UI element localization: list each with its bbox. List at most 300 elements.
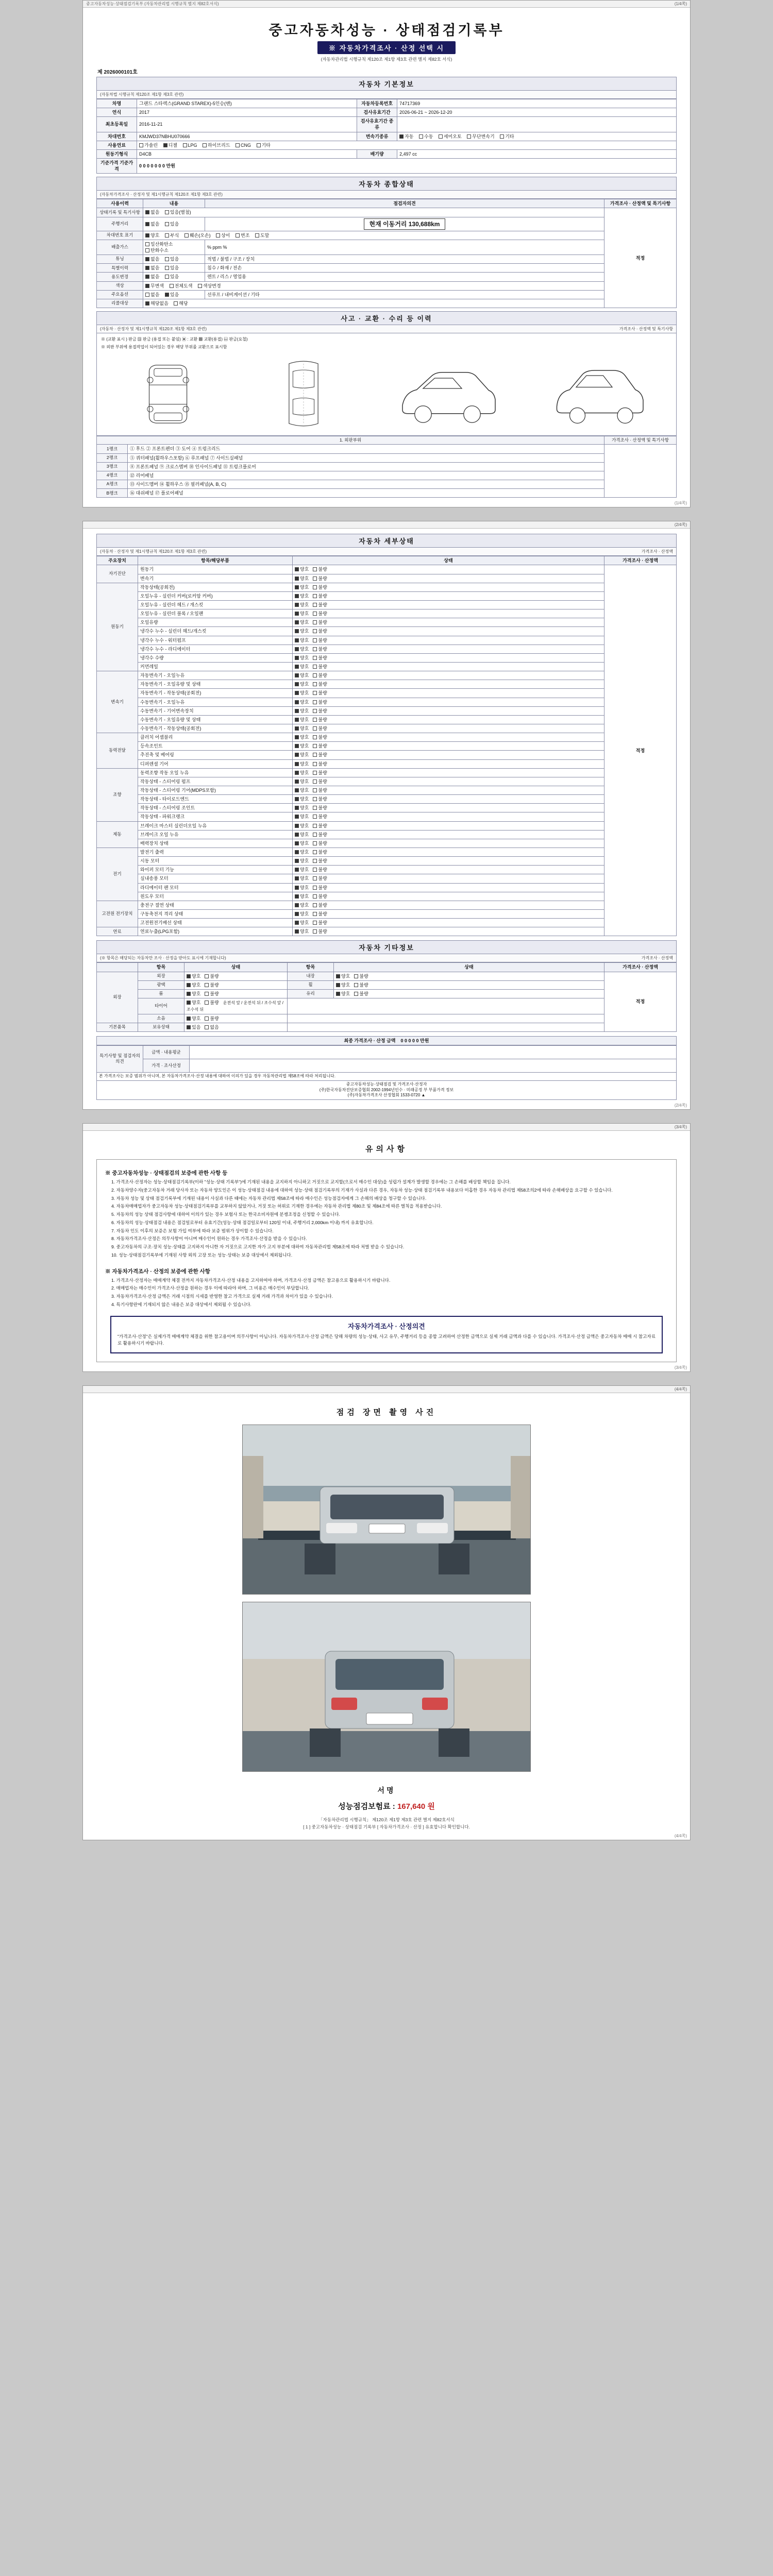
- checkbox-icon[interactable]: [295, 709, 299, 713]
- overall-option[interactable]: [165, 292, 179, 298]
- basic-label-3: 차대번호: [97, 132, 137, 141]
- detail-option[interactable]: [295, 911, 309, 917]
- checkbox-icon[interactable]: [145, 266, 149, 270]
- detail-option[interactable]: [295, 849, 309, 855]
- checkbox-icon[interactable]: [198, 284, 202, 288]
- checkbox-icon[interactable]: [203, 143, 207, 147]
- overall-option[interactable]: [145, 221, 159, 227]
- transmission-option[interactable]: 자동: [399, 133, 413, 140]
- checkbox-icon[interactable]: [313, 806, 317, 810]
- transmission-option[interactable]: 세미오토: [439, 133, 462, 140]
- detail-option[interactable]: [295, 619, 309, 625]
- detail-option[interactable]: [313, 928, 327, 935]
- checkbox-icon[interactable]: [295, 762, 299, 766]
- checkbox-icon[interactable]: [165, 293, 169, 297]
- detail-option[interactable]: [295, 743, 309, 749]
- detail-option[interactable]: [313, 566, 327, 572]
- detail-option[interactable]: [295, 832, 309, 838]
- checkbox-icon[interactable]: [313, 886, 317, 890]
- checkbox-icon[interactable]: [205, 974, 209, 978]
- checkbox-icon[interactable]: [313, 788, 317, 792]
- detail-option[interactable]: [313, 796, 327, 802]
- checkbox-icon[interactable]: [313, 894, 317, 899]
- checkbox-icon[interactable]: [205, 1025, 209, 1029]
- inspection-photo-rear[interactable]: [242, 1602, 531, 1772]
- checkbox-icon[interactable]: [187, 1016, 191, 1021]
- checkbox-icon[interactable]: [145, 233, 149, 238]
- checkbox-icon[interactable]: [313, 735, 317, 739]
- detail-item-options: [293, 751, 604, 759]
- checkbox-icon[interactable]: [313, 656, 317, 660]
- overall-option[interactable]: [165, 265, 179, 271]
- overall-option[interactable]: [174, 300, 188, 307]
- checkbox-icon[interactable]: [187, 983, 191, 987]
- checkbox-icon[interactable]: [313, 585, 317, 589]
- detail-option[interactable]: [313, 770, 327, 776]
- other-option[interactable]: [187, 982, 200, 988]
- detail-option[interactable]: [295, 655, 309, 661]
- checkbox-icon[interactable]: [295, 771, 299, 775]
- checkbox-icon[interactable]: [354, 974, 358, 978]
- detail-option[interactable]: [295, 584, 309, 590]
- checkbox-icon[interactable]: [295, 850, 299, 854]
- checkbox-icon[interactable]: [336, 992, 340, 996]
- detail-option[interactable]: [313, 805, 327, 811]
- detail-option[interactable]: [295, 761, 309, 767]
- detail-option[interactable]: [295, 672, 309, 679]
- checkbox-icon[interactable]: [295, 824, 299, 828]
- detail-option[interactable]: [313, 628, 327, 634]
- overall-option[interactable]: [145, 292, 159, 298]
- checkbox-icon[interactable]: [295, 815, 299, 819]
- transmission-option[interactable]: 기타: [500, 133, 514, 140]
- detail-option[interactable]: [295, 805, 309, 811]
- detail-option[interactable]: [295, 708, 309, 714]
- detail-option[interactable]: [295, 717, 309, 723]
- other-option[interactable]: [187, 999, 200, 1006]
- detail-option[interactable]: [313, 867, 327, 873]
- detail-option[interactable]: [313, 602, 327, 608]
- overall-option[interactable]: [184, 232, 211, 239]
- detail-option[interactable]: [295, 681, 309, 687]
- overall-option[interactable]: [145, 265, 159, 271]
- detail-option[interactable]: [313, 690, 327, 696]
- detail-option[interactable]: [295, 778, 309, 785]
- checkbox-icon[interactable]: [145, 301, 149, 306]
- checkbox-icon[interactable]: [295, 585, 299, 589]
- option-label: 양호: [300, 867, 309, 873]
- checkbox-icon[interactable]: [313, 594, 317, 598]
- detail-option[interactable]: [295, 602, 309, 608]
- checkbox-icon[interactable]: [145, 210, 149, 214]
- checkbox-icon[interactable]: [295, 577, 299, 581]
- checkbox-icon[interactable]: [295, 894, 299, 899]
- detail-option[interactable]: [295, 690, 309, 696]
- checkbox-icon[interactable]: [419, 134, 423, 139]
- overall-option[interactable]: [165, 256, 179, 262]
- checkbox-icon[interactable]: [313, 815, 317, 819]
- detail-option[interactable]: [295, 902, 309, 908]
- checkbox-icon[interactable]: [295, 612, 299, 616]
- checkbox-icon[interactable]: [295, 753, 299, 757]
- checkbox-icon[interactable]: [295, 656, 299, 660]
- other-option[interactable]: [187, 1024, 200, 1030]
- checkbox-icon[interactable]: [313, 567, 317, 571]
- other-col-1: 상태: [184, 963, 288, 972]
- other-option[interactable]: [205, 991, 219, 997]
- checkbox-icon[interactable]: [187, 992, 191, 996]
- detail-option[interactable]: [295, 920, 309, 926]
- checkbox-icon[interactable]: [313, 929, 317, 934]
- checkbox-icon[interactable]: [139, 143, 143, 147]
- detail-option[interactable]: [313, 761, 327, 767]
- overall-option[interactable]: [145, 274, 159, 280]
- checkbox-icon[interactable]: [295, 886, 299, 890]
- checkbox-icon[interactable]: [313, 620, 317, 624]
- checkbox-icon[interactable]: [313, 709, 317, 713]
- other-option[interactable]: [336, 991, 350, 997]
- checkbox-icon[interactable]: [145, 222, 149, 226]
- detail-option[interactable]: [295, 593, 309, 599]
- checkbox-icon[interactable]: [354, 983, 358, 987]
- overall-opts-0: [143, 208, 604, 217]
- checkbox-icon[interactable]: [313, 638, 317, 642]
- table-row: [97, 663, 677, 671]
- detail-option[interactable]: [295, 646, 309, 652]
- detail-option[interactable]: [313, 655, 327, 661]
- checkbox-icon[interactable]: [313, 903, 317, 907]
- checkbox-icon[interactable]: [295, 797, 299, 801]
- detail-option[interactable]: [313, 681, 327, 687]
- overall-option[interactable]: [216, 232, 230, 239]
- detail-option[interactable]: [313, 911, 327, 917]
- checkbox-icon[interactable]: [163, 143, 167, 147]
- checkbox-icon[interactable]: [313, 841, 317, 845]
- checkbox-icon[interactable]: [313, 859, 317, 863]
- detail-option[interactable]: [295, 885, 309, 891]
- fuel-option[interactable]: 가솔린: [139, 142, 158, 148]
- detail-option[interactable]: [313, 717, 327, 723]
- checkbox-icon[interactable]: [336, 983, 340, 987]
- fuel-option[interactable]: 디젤: [163, 142, 177, 148]
- detail-option[interactable]: [295, 796, 309, 802]
- other-option[interactable]: [336, 973, 350, 979]
- checkbox-icon[interactable]: [145, 284, 149, 288]
- other-option[interactable]: [205, 982, 219, 988]
- checkbox-icon[interactable]: [313, 577, 317, 581]
- other-option[interactable]: [187, 991, 200, 997]
- checkbox-icon[interactable]: [295, 638, 299, 642]
- checkbox-icon[interactable]: [354, 992, 358, 996]
- detail-item-options: [293, 715, 604, 724]
- overall-option[interactable]: [145, 232, 159, 239]
- detail-option[interactable]: [313, 752, 327, 758]
- checkbox-icon[interactable]: [295, 868, 299, 872]
- checkbox-icon[interactable]: [313, 797, 317, 801]
- checkbox-icon[interactable]: [295, 744, 299, 748]
- checkbox-icon[interactable]: [313, 921, 317, 925]
- checkbox-icon[interactable]: [313, 682, 317, 686]
- detail-item-label: 냉각수 수량: [138, 653, 293, 662]
- other-option[interactable]: [354, 982, 368, 988]
- detail-option[interactable]: [313, 832, 327, 838]
- checkbox-icon[interactable]: [295, 833, 299, 837]
- checkbox-icon[interactable]: [313, 726, 317, 731]
- checkbox-icon[interactable]: [183, 143, 187, 147]
- other-option[interactable]: [187, 1015, 200, 1022]
- overall-option[interactable]: [165, 274, 179, 280]
- overall-option[interactable]: [145, 247, 169, 253]
- checkbox-icon[interactable]: [313, 876, 317, 880]
- detail-option[interactable]: [313, 920, 327, 926]
- checkbox-icon[interactable]: [313, 824, 317, 828]
- detail-option[interactable]: [295, 734, 309, 740]
- fuel-option[interactable]: LPG: [183, 142, 197, 148]
- overall-option[interactable]: [198, 283, 221, 289]
- detail-option[interactable]: [313, 672, 327, 679]
- checkbox-icon[interactable]: [295, 700, 299, 704]
- detail-option[interactable]: [295, 611, 309, 617]
- checkbox-icon[interactable]: [500, 134, 504, 139]
- checkbox-icon[interactable]: [295, 876, 299, 880]
- overall-option[interactable]: [145, 283, 164, 289]
- checkbox-icon[interactable]: [313, 744, 317, 748]
- checkbox-icon[interactable]: [145, 242, 149, 246]
- total-value-1[interactable]: [190, 1045, 677, 1059]
- total-value-2[interactable]: [190, 1059, 677, 1072]
- checkbox-icon[interactable]: [336, 974, 340, 978]
- car-top-diagram[interactable]: [252, 355, 355, 432]
- car-side-left-diagram[interactable]: [117, 355, 220, 432]
- checkbox-icon[interactable]: [295, 673, 299, 677]
- detail-option[interactable]: [313, 885, 327, 891]
- checkbox-icon[interactable]: [295, 726, 299, 731]
- detail-option[interactable]: [295, 664, 309, 670]
- detail-option[interactable]: [313, 593, 327, 599]
- checkbox-icon[interactable]: [313, 603, 317, 607]
- detail-option[interactable]: [313, 575, 327, 582]
- detail-option[interactable]: [295, 566, 309, 572]
- detail-option[interactable]: [313, 725, 327, 732]
- detail-option[interactable]: [313, 708, 327, 714]
- overall-option[interactable]: [170, 283, 193, 289]
- checkbox-icon[interactable]: [313, 673, 317, 677]
- detail-option[interactable]: [295, 814, 309, 820]
- other-option[interactable]: [205, 1015, 219, 1022]
- checkbox-icon[interactable]: [313, 753, 317, 757]
- checkbox-icon[interactable]: [295, 594, 299, 598]
- fuel-option[interactable]: 하이브리드: [203, 142, 230, 148]
- detail-option[interactable]: [295, 637, 309, 643]
- checkbox-icon[interactable]: [145, 275, 149, 279]
- detail-option[interactable]: [295, 725, 309, 732]
- other-option[interactable]: [205, 999, 219, 1006]
- other-option[interactable]: [354, 991, 368, 997]
- detail-option[interactable]: [313, 875, 327, 882]
- other-option[interactable]: [205, 1024, 219, 1030]
- overall-option[interactable]: [165, 221, 179, 227]
- checkbox-icon[interactable]: [313, 691, 317, 695]
- detail-option[interactable]: [313, 646, 327, 652]
- checkbox-icon[interactable]: [170, 284, 174, 288]
- detail-option[interactable]: [313, 584, 327, 590]
- checkbox-icon[interactable]: [145, 248, 149, 252]
- overall-option[interactable]: [145, 241, 173, 247]
- checkbox-icon[interactable]: [313, 718, 317, 722]
- checkbox-icon[interactable]: [295, 859, 299, 863]
- checkbox-icon[interactable]: [295, 682, 299, 686]
- detail-option[interactable]: [313, 858, 327, 864]
- detail-option[interactable]: [295, 770, 309, 776]
- checkbox-icon[interactable]: [399, 134, 404, 139]
- inspection-photo-front[interactable]: [242, 1425, 531, 1595]
- detail-option[interactable]: [313, 743, 327, 749]
- checkbox-icon[interactable]: [295, 567, 299, 571]
- option-label: 불량: [318, 867, 327, 873]
- checkbox-icon[interactable]: [295, 629, 299, 633]
- overall-option[interactable]: [165, 232, 179, 239]
- checkbox-icon[interactable]: [205, 992, 209, 996]
- overall-option[interactable]: [145, 300, 169, 307]
- detail-option[interactable]: [295, 752, 309, 758]
- overall-option[interactable]: [145, 209, 159, 215]
- checkbox-icon[interactable]: [165, 257, 169, 261]
- fuel-option[interactable]: 기타: [257, 142, 271, 148]
- checkbox-icon[interactable]: [313, 771, 317, 775]
- checkbox-icon[interactable]: [313, 647, 317, 651]
- checkbox-icon[interactable]: [165, 233, 169, 238]
- overall-option[interactable]: [165, 209, 191, 215]
- checkbox-icon[interactable]: [313, 912, 317, 916]
- checkbox-icon[interactable]: [295, 788, 299, 792]
- checkbox-icon[interactable]: [174, 301, 178, 306]
- other-option[interactable]: [354, 973, 368, 979]
- checkbox-icon[interactable]: [295, 620, 299, 624]
- checkbox-icon[interactable]: [313, 629, 317, 633]
- detail-option[interactable]: [313, 664, 327, 670]
- checkbox-icon[interactable]: [165, 210, 169, 214]
- checkbox-icon[interactable]: [145, 293, 149, 297]
- detail-option[interactable]: [295, 823, 309, 829]
- checkbox-icon[interactable]: [187, 974, 191, 978]
- checkbox-icon[interactable]: [205, 983, 209, 987]
- checkbox-icon[interactable]: [295, 779, 299, 784]
- checkbox-icon[interactable]: [295, 665, 299, 669]
- checkbox-icon[interactable]: [295, 929, 299, 934]
- checkbox-icon[interactable]: [313, 868, 317, 872]
- detail-option[interactable]: [313, 778, 327, 785]
- checkbox-icon[interactable]: [295, 921, 299, 925]
- detail-option[interactable]: [313, 823, 327, 829]
- checkbox-icon[interactable]: [187, 1025, 191, 1029]
- other-option[interactable]: [336, 982, 350, 988]
- option-label: 양호: [300, 673, 309, 679]
- checkbox-icon[interactable]: [236, 233, 240, 238]
- other-option[interactable]: [187, 973, 200, 979]
- checkbox-icon[interactable]: [295, 841, 299, 845]
- checkbox-icon[interactable]: [257, 143, 261, 147]
- checkbox-icon[interactable]: [205, 1016, 209, 1021]
- checkbox-icon[interactable]: [313, 762, 317, 766]
- detail-option[interactable]: [295, 875, 309, 882]
- checkbox-icon[interactable]: [184, 233, 189, 238]
- detail-option[interactable]: [313, 611, 327, 617]
- detail-option[interactable]: [295, 699, 309, 705]
- transmission-option[interactable]: 수동: [419, 133, 433, 140]
- overall-option[interactable]: [145, 256, 159, 262]
- detail-option[interactable]: [313, 734, 327, 740]
- detail-option[interactable]: [313, 787, 327, 793]
- detail-option[interactable]: [313, 849, 327, 855]
- detail-option[interactable]: [295, 893, 309, 900]
- checkbox-icon[interactable]: [205, 1001, 209, 1005]
- basic-value2-3: [397, 132, 677, 141]
- sign-title: 서명: [377, 1786, 396, 1795]
- checkbox-icon[interactable]: [467, 134, 471, 139]
- detail-item-label: 와이퍼 모터 기능: [138, 866, 293, 874]
- other-label-a-4: 소음: [138, 1014, 184, 1023]
- checkbox-icon[interactable]: [313, 779, 317, 784]
- detail-option[interactable]: [295, 928, 309, 935]
- fuel-option[interactable]: CNG: [236, 142, 251, 148]
- detail-option[interactable]: [313, 902, 327, 908]
- checkbox-icon[interactable]: [295, 718, 299, 722]
- checkbox-icon[interactable]: [313, 700, 317, 704]
- checkbox-icon[interactable]: [216, 233, 220, 238]
- checkbox-icon[interactable]: [165, 275, 169, 279]
- detail-option[interactable]: [313, 893, 327, 900]
- checkbox-icon[interactable]: [295, 903, 299, 907]
- checkbox-icon[interactable]: [295, 912, 299, 916]
- checkbox-icon[interactable]: [145, 257, 149, 261]
- detail-option[interactable]: [313, 699, 327, 705]
- detail-option[interactable]: [313, 619, 327, 625]
- detail-option[interactable]: [295, 858, 309, 864]
- detail-option[interactable]: [295, 628, 309, 634]
- checkbox-icon[interactable]: [313, 612, 317, 616]
- overall-option[interactable]: [236, 232, 249, 239]
- detail-option[interactable]: [295, 867, 309, 873]
- detail-option[interactable]: [295, 787, 309, 793]
- other-option[interactable]: [205, 973, 219, 979]
- detail-option[interactable]: [313, 814, 327, 820]
- checkbox-icon[interactable]: [295, 647, 299, 651]
- car-side-right-diagram[interactable]: [387, 355, 506, 432]
- checkbox-icon[interactable]: [439, 134, 443, 139]
- checkbox-icon[interactable]: [165, 266, 169, 270]
- checkbox-icon[interactable]: [236, 143, 240, 147]
- checkbox-icon[interactable]: [313, 665, 317, 669]
- detail-option[interactable]: [313, 637, 327, 643]
- transmission-option[interactable]: 무단변속기: [467, 133, 494, 140]
- detail-option[interactable]: [313, 840, 327, 846]
- checkbox-icon[interactable]: [255, 233, 259, 238]
- checkbox-icon[interactable]: [295, 806, 299, 810]
- checkbox-icon[interactable]: [295, 603, 299, 607]
- checkbox-icon[interactable]: [313, 833, 317, 837]
- detail-option[interactable]: [295, 840, 309, 846]
- detail-option[interactable]: [295, 575, 309, 582]
- table-row: [97, 601, 677, 609]
- diagram-legend-1: ※ (교환 표시 ) 판금 ▨ 판금 (용접 또는 붙임) ▣ : 교환 ▩ 교환(용접) ▤ 판금(요철): [101, 337, 248, 342]
- checkbox-icon[interactable]: [165, 222, 169, 226]
- car-rear-diagram[interactable]: [537, 355, 656, 432]
- checkbox-icon[interactable]: [313, 850, 317, 854]
- checkbox-icon[interactable]: [295, 735, 299, 739]
- overall-option[interactable]: [255, 232, 269, 239]
- checkbox-icon[interactable]: [295, 691, 299, 695]
- checkbox-icon[interactable]: [187, 1001, 191, 1005]
